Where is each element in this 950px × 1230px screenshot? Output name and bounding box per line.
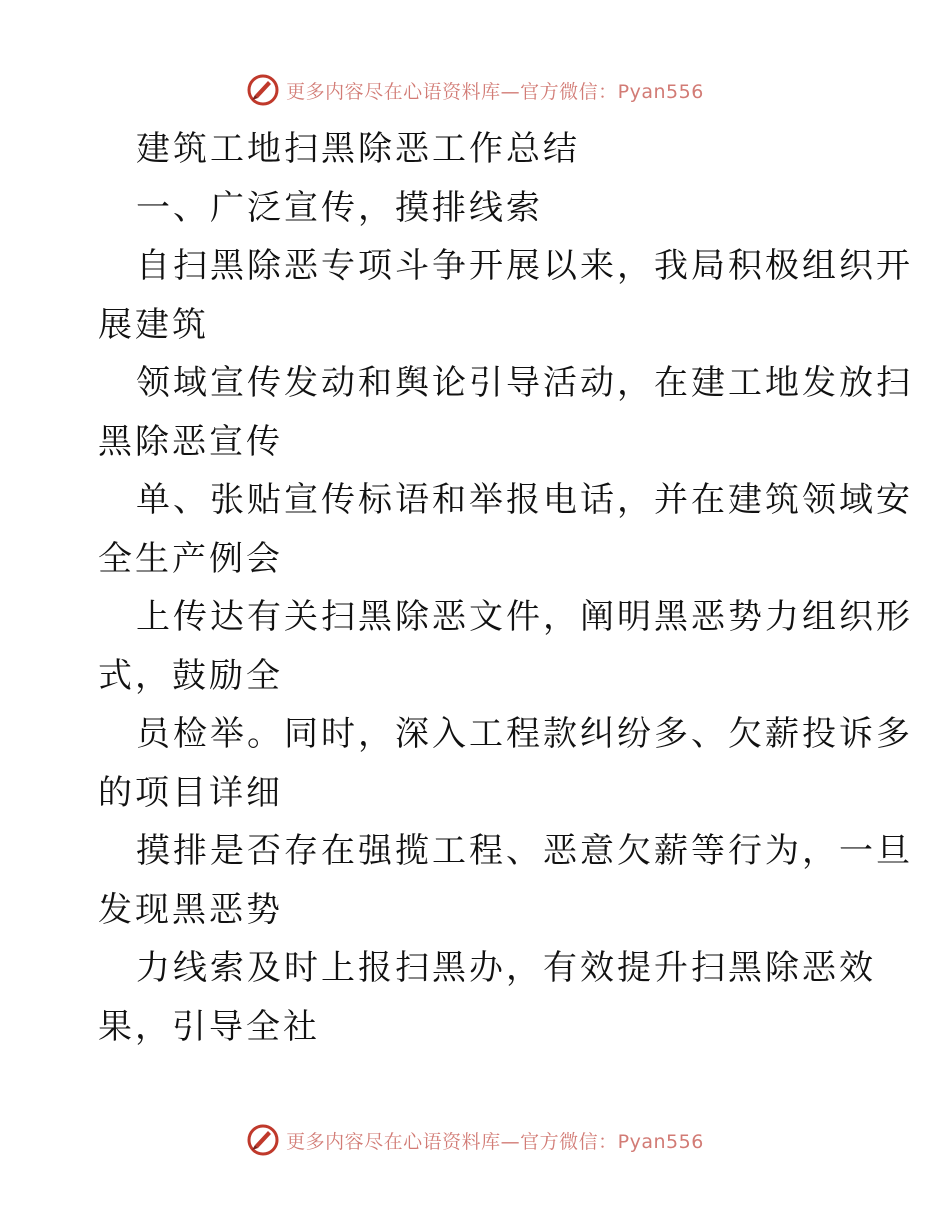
paragraph-line: 发现黑恶势 <box>98 889 283 930</box>
paragraph-line: 的项目详细 <box>98 772 283 813</box>
paragraph-line: 摸排是否存在强揽工程、恶意欠薪等行为，一旦 <box>136 831 913 871</box>
paragraph-line: 自扫黑除恶专项斗争开展以来，我局积极组织开 <box>136 246 913 286</box>
paragraph-line: 领域宣传发动和舆论引导活动，在建工地发放扫 <box>136 363 913 403</box>
document-body <box>98 120 913 1056</box>
paragraph-line: 全生产例会 <box>98 538 283 579</box>
section-heading: 一、广泛宣传，摸排线索 <box>136 187 543 228</box>
paragraph-line: 展建筑 <box>98 304 209 345</box>
paragraph-line: 单、张贴宣传标语和举报电话，并在建筑领域安 <box>136 480 913 520</box>
paragraph-line: 力线索及时上报扫黑办，有效提升扫黑除恶效 <box>136 948 876 988</box>
header-banner-text: 更多内容尽在心语资料库—官方微信：Pyan556 <box>286 80 704 103</box>
document-title: 建筑工地扫黑除恶工作总结 <box>136 129 580 169</box>
footer-banner-text: 更多内容尽在心语资料库—官方微信：Pyan556 <box>286 1130 704 1153</box>
footer-banner <box>0 1120 950 1160</box>
paragraph-line: 式，鼓励全 <box>98 655 283 696</box>
logo-icon <box>246 1123 280 1157</box>
paragraph-line: 员检举。同时，深入工程款纠纷多、欠薪投诉多 <box>136 714 913 754</box>
header-banner <box>0 70 950 110</box>
logo-icon <box>246 73 280 107</box>
paragraph-line: 上传达有关扫黑除恶文件，阐明黑恶势力组织形 <box>136 597 913 637</box>
paragraph-line: 黑除恶宣传 <box>98 421 283 462</box>
paragraph-line: 果，引导全社 <box>98 1006 320 1047</box>
